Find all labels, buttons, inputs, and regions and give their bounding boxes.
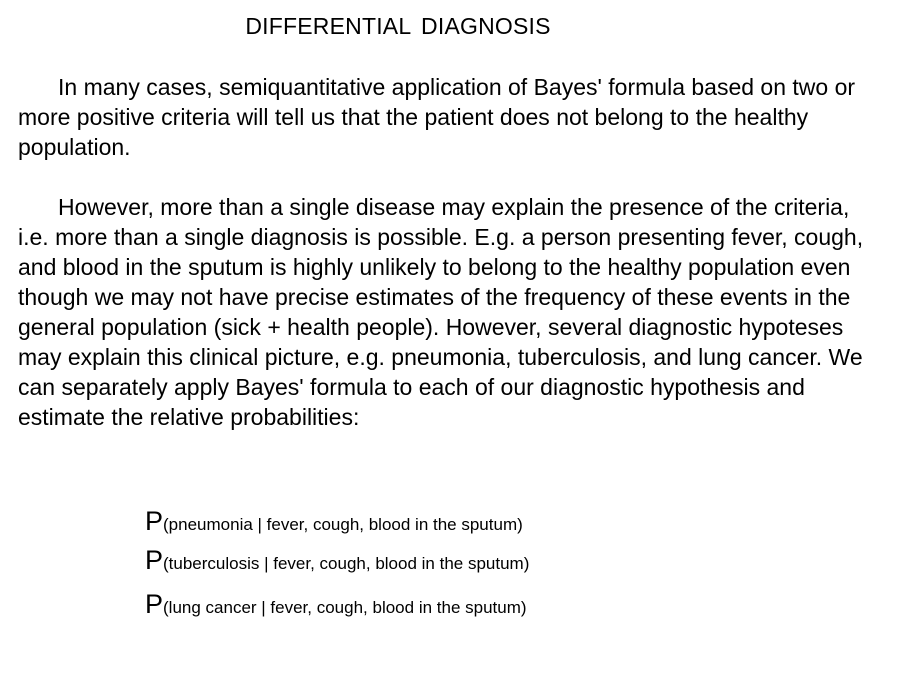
probability-symbol: P	[145, 545, 164, 575]
probability-symbol: P	[145, 589, 164, 619]
paragraph-differential-text: However, more than a single disease may explain the presence of the criteria, i.e. more than a single diagnosis is possible. E.g. a person presenting fever, cough, and blood in the sputum is highly unlikely to belong to the healthy population even though we may not have precise estimates of the frequency of these events in the general population (sick + health people). However, several diagnostic hypoteses may explain this clinical picture, e.g. pneumonia, tuberculosis, and lung cancer. We can separately apply Bayes' formula to each of our diagnostic hypothesis and estimate the relative probabilities:	[18, 194, 864, 430]
formula-pneumonia	[145, 506, 523, 540]
formula-expression: (lung cancer | fever, cough, blood in the sputum)	[163, 598, 527, 617]
slide-title: DIFFERENTIAL DIAGNOSIS	[245, 13, 551, 39]
formula-expression: (tuberculosis | fever, cough, blood in the sputum)	[163, 554, 530, 573]
probability-symbol: P	[145, 506, 164, 536]
formula-expression: (pneumonia | fever, cough, blood in the sputum)	[163, 515, 523, 534]
formula-tuberculosis	[145, 545, 529, 579]
formula-lung-cancer	[145, 589, 527, 623]
paragraph-intro-text: In many cases, semiquantitative application of Bayes' formula based on two or more positive criteria will tell us that the patient does not belong to the healthy population.	[18, 74, 856, 160]
paragraph-differential	[18, 192, 884, 432]
paragraph-intro	[18, 72, 884, 162]
